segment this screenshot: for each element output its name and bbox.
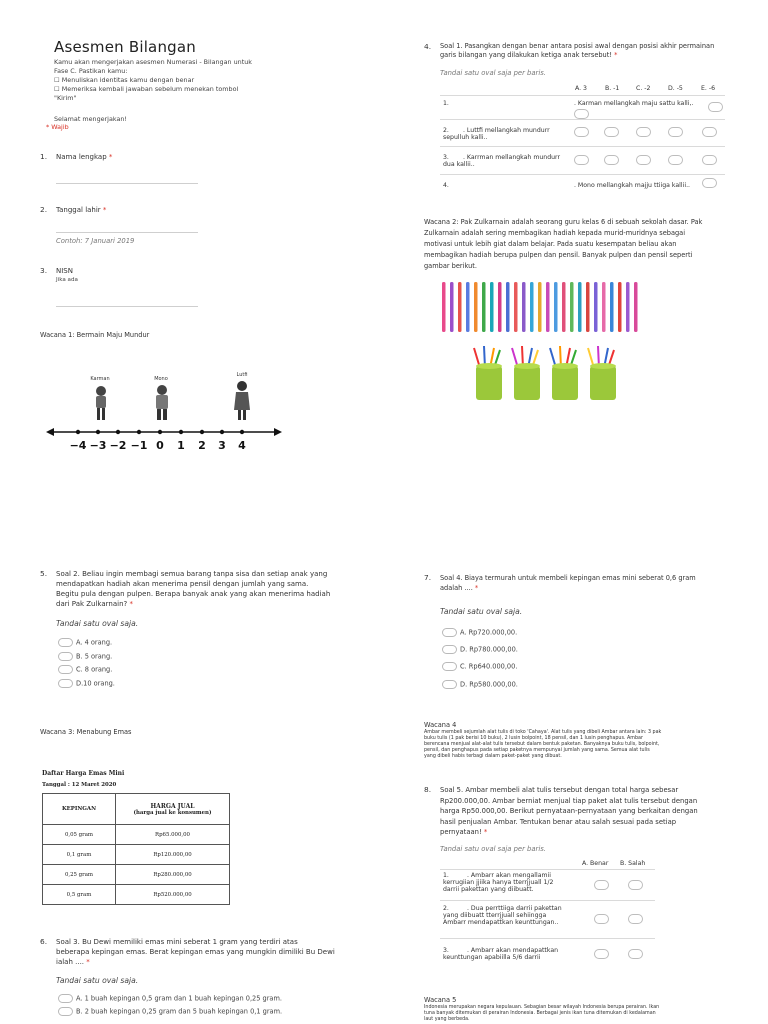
radio-oval[interactable] [442, 680, 457, 689]
child-lutfi-icon [234, 381, 250, 420]
intro-line: Fase C. Pastikan kamu: [54, 67, 128, 75]
tick-label: −3 [89, 439, 107, 452]
tick-label: 1 [177, 439, 185, 452]
option-label: D. Rp580.000,00. [460, 680, 518, 689]
wacana-2-line: gambar berikut. [424, 262, 477, 270]
grid-row-lead: 4. [443, 182, 449, 189]
child-label-karman: Karman [90, 376, 110, 382]
q4-text [440, 42, 740, 60]
option-label: D. Rp780.000,00. [460, 645, 518, 654]
gold-table-title: Daftar Harga Emas Mini [42, 770, 125, 777]
intro-line: Kamu akan mengerjakan asesmen Numerasi - Bilangan untuk [54, 58, 252, 66]
number-line-figure [44, 366, 284, 458]
table-header [116, 794, 230, 825]
radio-oval[interactable] [58, 652, 73, 661]
required-mark: * [86, 958, 90, 966]
grid-radio[interactable] [702, 127, 717, 137]
grid-row-lead: 1. [443, 872, 449, 879]
grid-row-lead: 1. [443, 100, 449, 107]
intro-line: ☐ Menuliskan identitas kamu dengan benar [54, 76, 195, 84]
option-label: A. 1 buah kepingan 0,5 gram dan 1 buah kepingan 0,25 gram. [76, 994, 282, 1003]
q4-line: Soal 1. Pasangkan dengan benar antara posisi awal dengan posisi akhir permainan [440, 42, 715, 50]
radio-oval[interactable] [442, 662, 457, 671]
required-note: * Wajib [46, 123, 69, 131]
grid-radio[interactable] [702, 178, 717, 188]
q4-grid [440, 82, 725, 194]
q8-grid [440, 858, 655, 968]
wacana-3-title: Wacana 3: Menabung Emas [40, 728, 132, 736]
wacana-4-text [424, 730, 724, 760]
wacana-1-title: Wacana 1: Bermain Maju Mundur [40, 331, 150, 339]
grid-col-header: D. -5 [668, 85, 683, 92]
grid-radio[interactable] [594, 949, 609, 959]
required-mark: * [108, 153, 113, 161]
child-label-lutfi: Lutfi [236, 372, 248, 378]
tick-label: −4 [69, 439, 87, 452]
wacana-4-line: buku tulis (1 pak berisi 10 buku), 2 lusin bolpoint, 18 pensil, dan 1 lusin penghapus. Ambar [424, 736, 643, 741]
wacana-5-line: tuna banyak ditemukan di perairan Indonesia. Berbagai jenis ikan tuna ditemukan di kedalaman [424, 1011, 656, 1016]
grid-radio[interactable] [628, 949, 643, 959]
q5-option-b[interactable] [58, 652, 112, 662]
pens-row-icon [442, 282, 638, 332]
required-mark: * [474, 584, 479, 592]
birthdate-hint: Contoh: 7 Januari 2019 [56, 237, 135, 245]
greeting: Selamat mengerjakan! [54, 115, 127, 123]
grid-row-label: . Karrman mellangkah mundurr dua kallii.. [443, 154, 561, 168]
tick-label: 3 [218, 439, 226, 452]
tick-label: −1 [130, 439, 148, 452]
q5-option-a[interactable] [58, 638, 112, 648]
grid-radio[interactable] [574, 109, 589, 119]
table-cell: 0,25 gram [43, 865, 116, 885]
table-header: KEPINGAN [43, 794, 116, 825]
grid-radio[interactable] [594, 880, 609, 890]
question-number: 1. [40, 152, 48, 161]
wacana-2-line: Zulkarnain adalah sering membagikan hadiah kepada murid-muridnya sebagai [424, 229, 686, 237]
label-text: Tanggal lahir [56, 206, 101, 214]
wacana-2-line: membagikan hadiah berupa pulpen dan pensil. Banyak pulpen dan pensil seperti [424, 251, 693, 259]
q8-line: harga Rp50.000,00. Berikut pernyataan-pernyataan yang berkaitan dengan [440, 807, 698, 815]
header-line: HARGA JUAL [150, 802, 195, 810]
child-mono-icon [156, 385, 168, 420]
q6-option-a[interactable] [58, 994, 282, 1004]
grid-col-header: B. Salah [620, 860, 646, 867]
q7-line: Soal 4. Biaya termurah untuk membeli kepingan emas mini seberat 0,6 gram [440, 574, 696, 582]
pencil-cups-icon [474, 346, 616, 400]
q6-text [56, 937, 346, 967]
q8-line: Rp200.000,00. Ambar berniat menjual tiap paket alat tulis tersebut dengan [440, 796, 698, 805]
radio-oval[interactable] [442, 628, 457, 637]
q7-hint: Tandai satu oval saja. [440, 607, 523, 616]
tick-label: −2 [109, 439, 127, 452]
radio-oval[interactable] [58, 638, 73, 647]
grid-row-label: . Dua perrttiiga darrii pakettan yang diibuatt tterrjjuall sehiingga Ambarr mendapattkan keunttungan.. [443, 905, 562, 926]
grid-radio[interactable] [708, 102, 723, 112]
grid-row-lead: 3. [443, 947, 449, 954]
option-label: A. 4 orang. [76, 638, 113, 647]
grid-col-header: B. -1 [605, 85, 620, 92]
question-number: 2. [40, 205, 48, 214]
table-cell: 0,1 gram [43, 845, 116, 865]
grid-radio[interactable] [604, 127, 619, 137]
grid-col-header: A. 3 [575, 85, 587, 92]
q5-line: mendapatkan hadiah akan menerima pensil dengan jumlah yang sama. [56, 580, 309, 588]
grid-row-label: . Karman mellangkah maju sattu kalli,. [574, 100, 694, 107]
q8-line: hasil penjualan Ambar. Tentukan benar atau salah sesuai pada setiap [440, 817, 677, 826]
grid-radio[interactable] [636, 127, 651, 137]
q5-line: Soal 2. Beliau ingin membagi semua barang tanpa sisa dan setiap anak yang [56, 570, 328, 578]
table-cell: Rp280.000,00 [116, 865, 230, 885]
name-field[interactable] [56, 183, 198, 184]
grid-radio[interactable] [604, 155, 619, 165]
q7-line: adalah .... [440, 584, 475, 592]
grid-col-header: C. -2 [636, 85, 651, 92]
radio-oval[interactable] [58, 679, 73, 688]
table-cell: Rp120.000,00 [116, 845, 230, 865]
table-cell: 0,05 gram [43, 825, 116, 845]
nisn-field[interactable] [56, 306, 198, 307]
q5-line: dari Pak Zulkarnain? [56, 600, 128, 608]
tick-label: 0 [156, 439, 164, 452]
birthdate-label [56, 205, 106, 215]
question-number: 7. [424, 573, 432, 582]
q6-option-b[interactable] [58, 1007, 282, 1017]
header-line: (harga jual ke konsumen) [133, 809, 212, 816]
nisn-label: NISN [56, 267, 73, 275]
form-intro [54, 58, 252, 103]
option-label: A. Rp720.000,00. [460, 628, 518, 637]
grid-row-lead: 2. [443, 127, 449, 134]
wacana-5-line: Indonesia merupakan negara kepulauan. Sebagian besar wilayah Indonesia berupa perairan. Ikan [424, 1005, 660, 1010]
radio-oval[interactable] [58, 665, 73, 674]
grid-row-label: . Ambarr akan mendapattkan keunttungan apabiilla 5/6 darrii [443, 947, 559, 961]
wacana-4-line: berencana menjual alat-alat tulis tersebut dalam bentuk paketan. Banyaknya buku tulis, bolpoint, [424, 742, 660, 747]
grid-radio[interactable] [628, 880, 643, 890]
option-label: B. 5 orang. [76, 652, 113, 661]
radio-oval[interactable] [58, 994, 73, 1003]
tick-label: 2 [198, 439, 206, 452]
wacana-4-line: pensil, dan penghapus pada setiap paketnya mempunyai jumlah yang sama. Semua alat tulis [424, 748, 650, 753]
radio-oval[interactable] [58, 1007, 73, 1016]
grid-radio[interactable] [574, 127, 589, 137]
question-number: 3. [40, 266, 48, 275]
q5-option-c[interactable] [58, 665, 112, 675]
wacana-5-line: laut yang berbeda. [424, 1017, 470, 1022]
question-number: 4. [424, 42, 432, 51]
q8-line: pernyataan! [440, 828, 482, 836]
nisn-sublabel: Jika ada [56, 277, 78, 283]
option-label: C. Rp640.000,00. [460, 662, 518, 671]
gold-table-date: Tanggal : 12 Maret 2020 [42, 782, 117, 788]
grid-divider [440, 938, 655, 939]
grid-radio[interactable] [628, 914, 643, 924]
q4-hint: Tandai satu oval saja per baris. [440, 69, 546, 77]
option-label: D.10 orang. [76, 679, 115, 688]
wacana-5-text [424, 1005, 724, 1023]
grid-col-header: E. -6 [701, 85, 716, 92]
grid-col-header: A. Benar [582, 860, 609, 867]
q5-line: Begitu pula dengan pulpen. Berapa banyak anak yang akan menerima hadiah [56, 590, 331, 598]
question-number: 6. [40, 937, 48, 946]
grid-radio[interactable] [594, 914, 609, 924]
table-cell: 0,5 gram [43, 885, 116, 905]
question-number: 5. [40, 569, 48, 578]
grid-radio[interactable] [574, 155, 589, 165]
q5-option-d[interactable] [58, 679, 115, 689]
grid-row-lead: 3. [443, 154, 449, 161]
form-title: Asesmen Bilangan [54, 38, 196, 56]
q7-option-d[interactable] [442, 680, 518, 690]
intro-line: ☐ Memeriksa kembali jawaban sebelum menekan tombol [54, 85, 239, 93]
wacana-4-line: yang dibeli habis terbagi dalam paket-paket yang dibuat. [424, 754, 562, 759]
grid-row-label: . Luttfi mellangkah mundurr sepulluh kalli.. [443, 127, 550, 141]
grid-divider [440, 95, 725, 96]
q7-option-c[interactable] [442, 662, 517, 672]
required-mark: * [102, 206, 107, 214]
q5-hint: Tandai satu oval saja. [56, 619, 139, 628]
q6-hint: Tandai satu oval saja. [56, 976, 139, 985]
birthdate-field[interactable] [56, 232, 198, 233]
wacana-2-line: motivasi untuk lebih giat dalam belajar. Pada suatu kesempatan beliau akan [424, 240, 677, 248]
question-number: 8. [424, 785, 432, 794]
wacana-5-title: Wacana 5 [424, 996, 457, 1004]
child-karman-icon [96, 386, 106, 420]
q4-line: garis bilangan yang dilakukan ketiga anak tersebut! [440, 51, 612, 59]
q8-line: Soal 5. Ambar membeli alat tulis tersebut dengan total harga sebesar [440, 786, 679, 794]
grid-row-label: . Ambarr akan mengallamii kerrugiian jjiika hanya tterrjjuall 1/2 darrii pakettan yang diibuatt. [443, 872, 554, 893]
q7-text [440, 573, 730, 593]
grid-divider [440, 174, 725, 175]
pens-and-pencils-illustration [438, 280, 648, 408]
child-label-mono: Mono [154, 376, 168, 382]
wacana-4-title: Wacana 4 [424, 721, 457, 729]
required-mark: * [614, 51, 618, 59]
grid-row-label: . Mono mellangkah majju ttiiga kallii.. [574, 182, 690, 189]
grid-radio[interactable] [702, 155, 717, 165]
q8-hint: Tandai satu oval saja per baris. [440, 845, 546, 853]
tick-label: 4 [238, 439, 246, 452]
table-cell: Rp65.000,00 [116, 825, 230, 845]
q6-line: beberapa kepingan emas. Berat kepingan emas yang mungkin dimiliki Bu Dewi [56, 948, 335, 956]
grid-radio[interactable] [636, 155, 651, 165]
q7-option-a[interactable] [442, 628, 517, 638]
table-cell: Rp520.000,00 [116, 885, 230, 905]
gold-price-table [42, 793, 230, 905]
q6-line: Soal 3. Bu Dewi memiliki emas mini seberat 1 gram yang terdiri atas [56, 938, 298, 946]
wacana-4-line: Ambar membeli sejumlah alat tulis di toko 'Cahaya'. Alat tulis yang dibeli Ambar antara lain: 3 pak [424, 730, 662, 735]
grid-divider [440, 869, 655, 870]
grid-row-lead: 2. [443, 905, 449, 912]
q5-text [56, 569, 346, 609]
name-label [56, 152, 112, 162]
required-mark: * [129, 600, 133, 608]
intro-line: "Kirim" [54, 94, 77, 102]
q6-line: ialah .... [56, 958, 87, 966]
q7-option-b[interactable] [442, 645, 518, 655]
option-label: C. 8 orang. [76, 665, 113, 674]
option-label: B. 2 buah kepingan 0,25 gram dan 5 buah kepingan 0,1 gram. [76, 1007, 283, 1016]
grid-divider [440, 146, 725, 147]
wacana-2-line: Wacana 2: Pak Zulkarnain adalah seorang guru kelas 6 di sebuah sekolah dasar. Pak [424, 218, 703, 226]
label-text: Nama lengkap [56, 153, 107, 161]
radio-oval[interactable] [442, 645, 457, 654]
grid-divider [440, 119, 725, 120]
wacana-2-text [424, 217, 734, 272]
grid-radio[interactable] [668, 127, 683, 137]
required-mark: * [483, 828, 488, 836]
grid-radio[interactable] [668, 155, 683, 165]
grid-divider [440, 900, 655, 901]
q8-text [440, 785, 730, 838]
